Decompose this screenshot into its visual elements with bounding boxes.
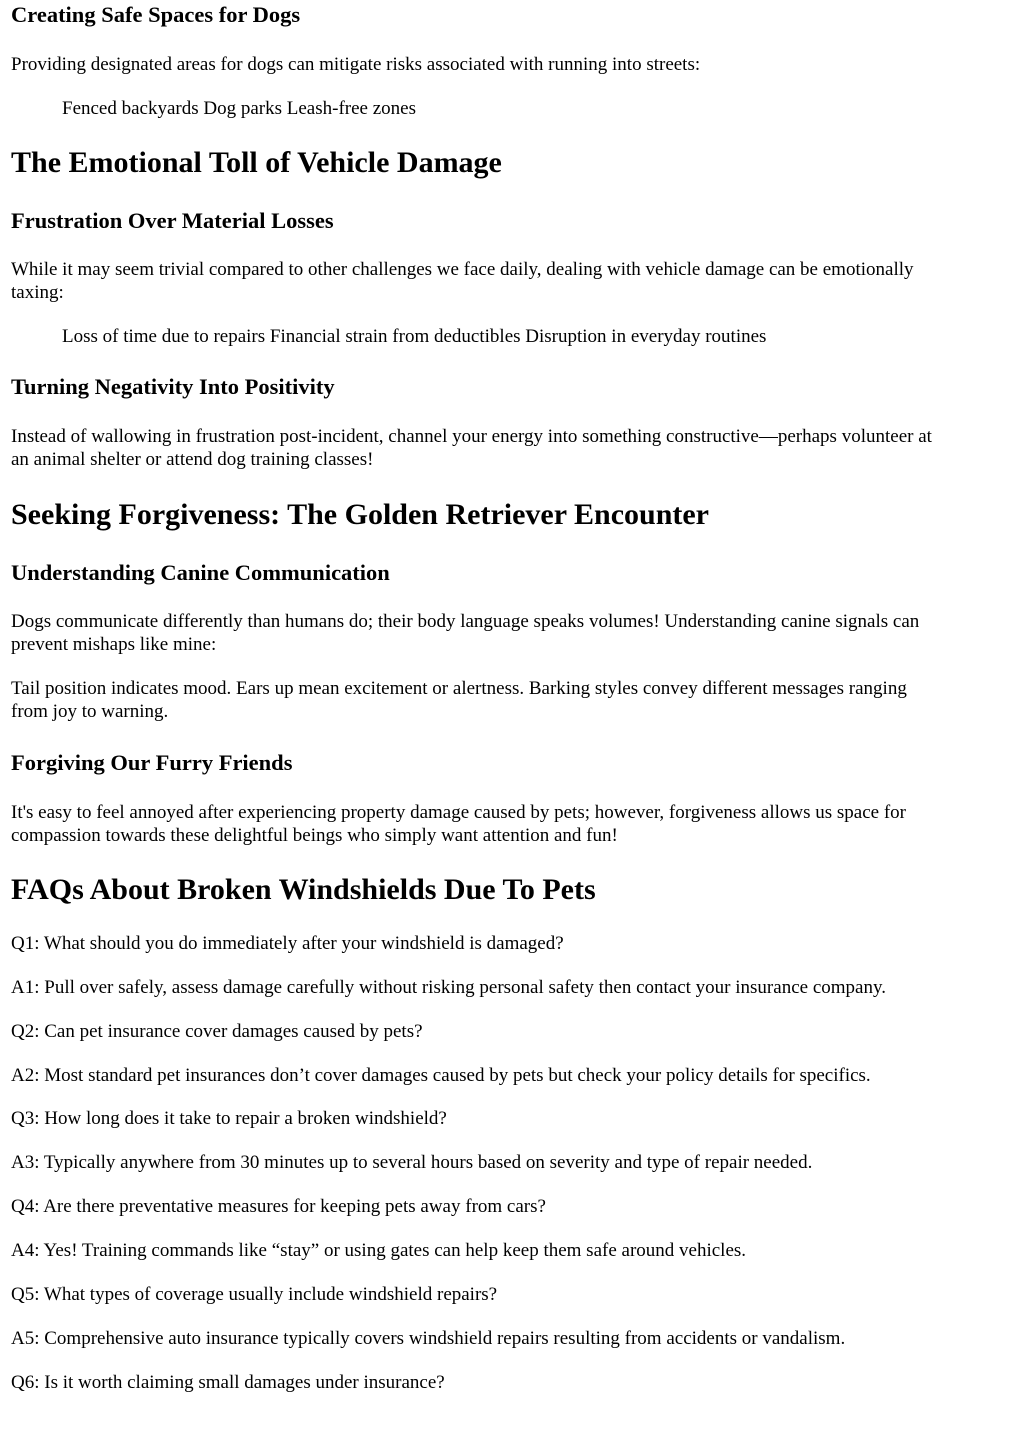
heading-forgiving: Forgiving Our Furry Friends [11, 750, 293, 775]
positivity-text-line: an animal shelter or attend dog training classes! [11, 449, 374, 470]
faq-question: Q2: Can pet insurance cover damages caused by pets? [11, 1021, 423, 1042]
faq-question: Q4: Are there preventative measures for keeping pets away from cars? [11, 1196, 546, 1217]
signals-text-line: Tail position indicates mood. Ears up mean excitement or alertness. Barking styles convey different messages ranging [11, 678, 907, 699]
positivity-text-line: Instead of wallowing in frustration post-incident, channel your energy into something constructive—perhaps volunteer at [11, 426, 932, 447]
faq-answer: A5: Comprehensive auto insurance typically covers windshield repairs resulting from accidents or vandalism. [11, 1328, 846, 1349]
positivity-paragraph [11, 425, 1016, 471]
heading-forgiveness: Seeking Forgiveness: The Golden Retriever Encounter [11, 498, 709, 531]
forgiving-text-line: It's easy to feel annoyed after experiencing property damage caused by pets; however, forgiveness allows us space for [11, 802, 906, 823]
heading-safe-spaces: Creating Safe Spaces for Dogs [11, 2, 301, 27]
safe-spaces-intro: Providing designated areas for dogs can mitigate risks associated with running into streets: [11, 54, 701, 75]
communication-text-line: Dogs communicate differently than humans do; their body language speaks volumes! Understanding canine signals can [11, 611, 920, 632]
faq-question: Q6: Is it worth claiming small damages under insurance? [11, 1372, 445, 1393]
safe-spaces-list: Fenced backyards Dog parks Leash-free zones [62, 98, 416, 119]
forgiving-text-line: compassion towards these delightful beings who simply want attention and fun! [11, 825, 618, 846]
frustration-list: Loss of time due to repairs Financial strain from deductibles Disruption in everyday routines [62, 326, 767, 347]
faq-answer: A4: Yes! Training commands like “stay” or using gates can help keep them safe around vehicles. [11, 1240, 747, 1261]
frustration-paragraph [11, 258, 1016, 304]
faq-answer: A1: Pull over safely, assess damage carefully without risking personal safety then contact your insurance company. [11, 977, 886, 998]
communication-text-line: prevent mishaps like mine: [11, 634, 217, 655]
forgiving-paragraph [11, 801, 1016, 847]
faq-answer: A3: Typically anywhere from 30 minutes up to several hours based on severity and type of repair needed. [11, 1152, 813, 1173]
faq-question: Q5: What types of coverage usually include windshield repairs? [11, 1284, 498, 1305]
heading-canine-communication: Understanding Canine Communication [11, 560, 390, 585]
heading-emotional-toll: The Emotional Toll of Vehicle Damage [11, 146, 502, 179]
frustration-text-line: taxing: [11, 282, 64, 303]
faq-question: Q1: What should you do immediately after your windshield is damaged? [11, 933, 564, 954]
frustration-text-line: While it may seem trivial compared to other challenges we face daily, dealing with vehicle damage can be emotionally [11, 259, 914, 280]
signals-paragraph [11, 677, 1016, 723]
heading-positivity: Turning Negativity Into Positivity [11, 374, 335, 399]
faq-question: Q3: How long does it take to repair a broken windshield? [11, 1108, 447, 1129]
heading-faqs: FAQs About Broken Windshields Due To Pets [11, 873, 596, 906]
faq-answer: A2: Most standard pet insurances don’t cover damages caused by pets but check your policy details for specifics. [11, 1065, 871, 1086]
heading-frustration: Frustration Over Material Losses [11, 208, 334, 233]
signals-text-line: from joy to warning. [11, 701, 169, 722]
communication-paragraph [11, 610, 1016, 656]
